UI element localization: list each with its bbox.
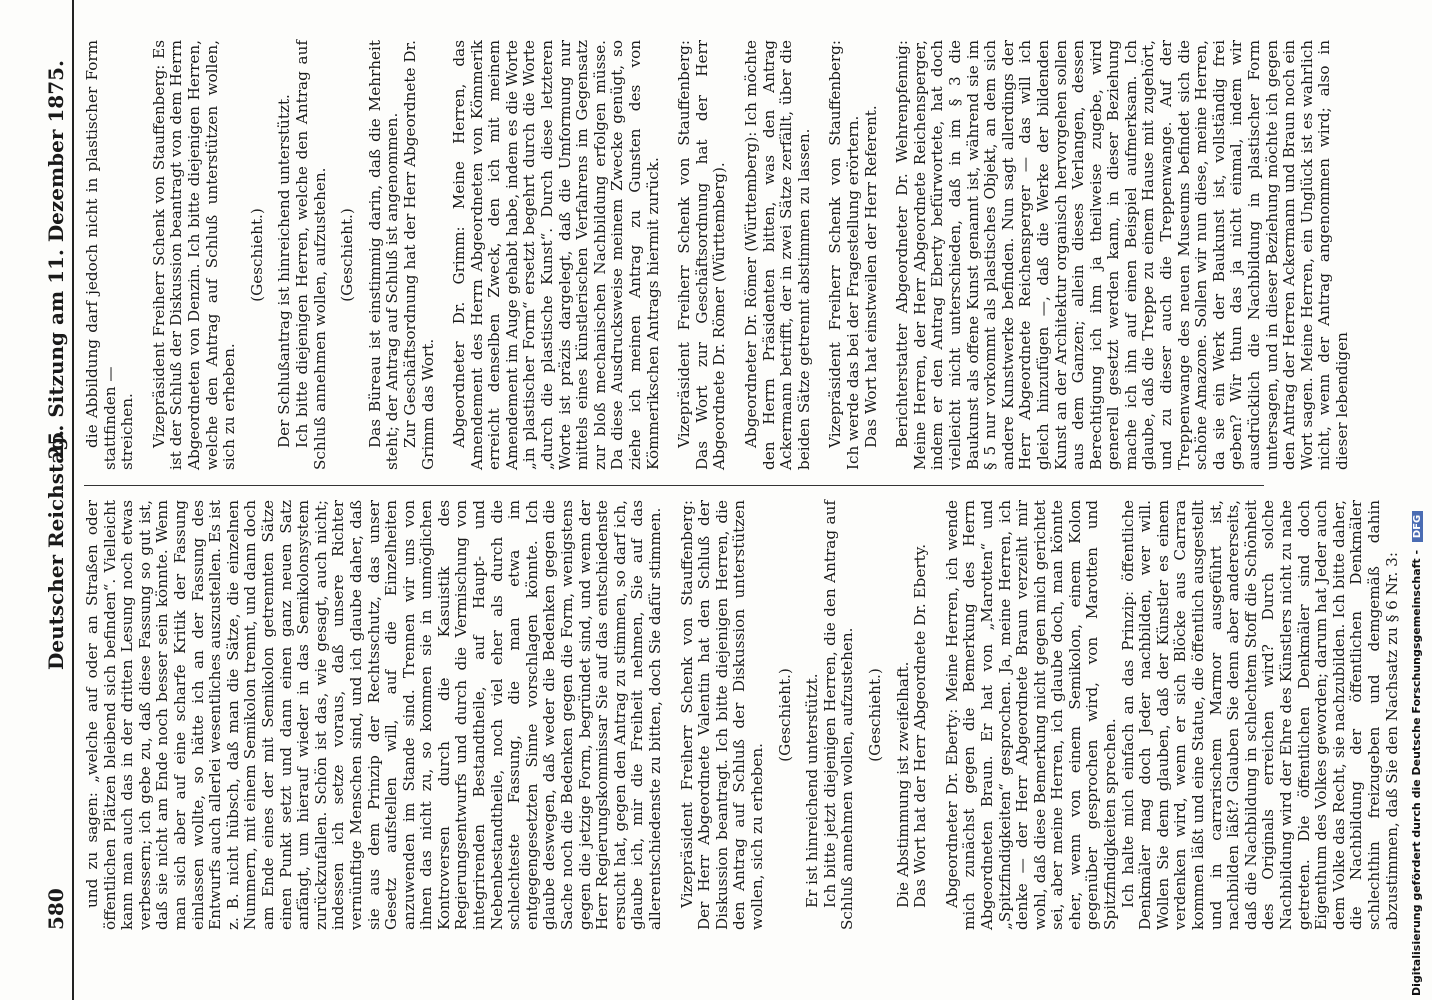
page-number: 580 [44, 888, 68, 930]
digitization-credit [1410, 511, 1423, 996]
left-column [83, 500, 1401, 930]
paragraph: Das Wort hat der Herr Abgeordnete Dr. Eberty. [911, 543, 930, 908]
paragraph: Vizepräsident Freiherr Schenk von Stauffenberg: Das Wort zur Geschäftsordnung hat der Herr Abgeordnete Dr. Römer (Württemberg). [675, 40, 729, 470]
paragraph: Das Büreau ist einstimmig darin, daß die Mehrheit steht; der Antrag auf Schluß ist angenommen. [365, 40, 402, 470]
paragraph: Ich bitte diejenigen Herren, welche den Antrag auf Schluß annehmen wollen, aufzustehen. [292, 40, 329, 470]
quoted-text: die Abbildung darf jedoch nicht in plastischer Form stattfinden — [83, 40, 119, 470]
publication-title: Deutscher Reichstag. [44, 429, 68, 670]
paragraph: Zur Geschäftsordnung hat der Herr Abgeordnete Dr. Grimm das Wort. [400, 40, 437, 470]
paragraph: Vizepräsident Freiherr Schenk von Stauffenberg: Es ist der Schluß der Diskussion beantragt von dem Herrn Abgeordneten von Denzin. Ich bitte diejenigen Herren, welche den Antrag auf Schluß unterstützen wollen, sich zu erheben. [149, 40, 239, 470]
paragraph: Der Schlußantrag ist hinreichend unterstützt. [275, 94, 294, 448]
stage-direction: (Geschieht.) [865, 668, 884, 762]
paragraph: Vizepräsident Freiherr Schenk von Stauffenberg: Ich werde das bei der Fragestellung erörtern. [826, 40, 862, 470]
paragraph: Vizepräsident Freiherr Schenk von Stauffenberg: Der Herr Abgeordnete Valentin hat den Schluß der Diskussion beantragt. Ich bitte diejenigen Herren, die den Antrag auf Schluß der Diskussion unterstützen wollen, sich zu erheben. [677, 500, 766, 930]
column-divider [84, 485, 1264, 486]
dfg-logo: DFG [1412, 511, 1423, 542]
paragraph: Berichterstatter Abgeordneter Dr. Wehrenpfennig: Meine Herren, der Herr Abgeordnete Reichensperger, indem er den Antrag Eberty befürwortete, hat doch vielleicht nicht unterschieden, daß in im § 3 die Baukunst als offene Kunst genannt ist, während sie im § 5 nur vorkommt als plastisches Objekt, an dem sich andere Kunstwerke befinden. Nun sagt allerdings der Herr Abgeordnete Reichensperger — das will ich gleich hinzufügen —, daß die Werke der bildenden Kunst an der Architektur organisch hervorgehen sollen aus dem Ganzen; allein dieses Verlangen, dessen Berechtigung ich ihm ja theilweise zugebe, wird generell gesetzt werden kann, in dieser Beziehung mache ich ihn auf einen Beispiel aufmerksam. Ich glaube, daß die Treppe zu einem Hause mit zugehört, und zu dieser auch die Treppenwange. Auf der Treppenwange des neuen Museums befindet sich die schöne Amazone. Sollen wir nun diese, meine Herren, da sie ein Werk der Baukunst ist, vollständig frei geben? Wir thun das ja nicht einmal, indem wir ausdrücklich die Nachbildung in plastischer Form untersagen, und in dieser Beziehung möchte ich gegen den Antrag der Herren Ackermann und Braun noch ein Wort sagen. Meine Herren, ein Unglück ist es wahrlich nicht, wenn der Antrag angenommen wird; also in dieser lebendigen [893, 40, 1351, 470]
stage-direction: (Geschieht.) [247, 208, 266, 302]
paragraph: Ich bitte jetzt diejenigen Herren, die den Antrag auf Schluß annehmen wollen, aufzustehen. [820, 500, 857, 930]
page-header [40, 0, 74, 1000]
paragraph: Die Abstimmung ist zweifelhaft. [893, 661, 912, 908]
paragraph: Abgeordneter Dr. Eberty: Meine Herren, ich wende mich zunächst gegen die Bemerkung des Herrn Abgeordneten Braun. Er hat von „Marotten“ und „Spitzfindigkeiten“ gesprochen. Ja, meine Herren, ich denke — der Herr Abgeordnete Braun verzeiht mir wohl, daß diese Bemerkung nicht gegen mich gerichtet sei, aber meine Herren, ich glaube doch, man könnte eher, wenn von einem Semikolon, einem Kolon gegenüber gesprochen wird, von Marotten und Spitzfindigkeiten sprechen. [942, 500, 1120, 930]
paragraph: Abgeordneter Dr. Römer (Württemberg): Ich möchte den Herrn Präsidenten bitten, was den Antrag Ackermann betrifft, der in zwei Sätze zerfällt, über die beiden Sätze getrennt abstimmen zu lassen. [742, 40, 813, 470]
right-column [83, 40, 1351, 470]
paragraph: und zu sagen: „welche auf oder an Straßen oder öffentlichen Plätzen bleibend sich befinden“. Vielleicht kann man auch das in der dritten Lesung noch etwas verbessern; ich gebe zu, daß diese Fassung so gut ist, daß sie nicht am Ende noch besser sein könnte. Wenn man sich aber auf eine scharfe Kritik der Fassung einlassen wollte, so hätte ich an der Fassung des Entwurfs auch allerlei wesentliches auszustellen. Es ist z. B. nicht hübsch, daß man die Sätze, die einzelnen Nummern, mit einem Semikolon trennt, und dann doch am Ende eines der mit Semikolon getrennten Sätze einen Punkt setzt und dann einen ganz neuen Satz anfängt, um hierauf wieder in das Semikolonsystem zurückzufallen. Schön ist das, wie gesagt, auch nicht; indessen ich setze voraus, daß unsere Richter vernünftige Menschen sind, und ich glaube daher, daß sie aus dem Prinzip der Rechtsschutz, das unser Gesetz aufstellen will, auf die Einzelheiten anzuwenden im Stande sind. Trennen wir uns von ihnen das nicht zu, so kommen sie in unmöglichen Kontroversen durch die Kasuistik des Regierungsentwurfs und durch die Vermischung von integrirenden Bestandtheile, auf Haupt- und Nebenbestandtheile, noch viel eher als durch die schlechteste Fassung, die man etwa im entgegengesetzten Sinne vorschlagen könnte. Ich glaube deswegen, daß weder die Bedenken gegen die Sache noch die Bedenken gegen die Form, wenigstens gegen die jetzige Form, begründet sind, und wenn der Herr Regierungskommissar Sie auf das entschiedenste ersucht hat, gegen den Antrag zu stimmen, so darf ich, glaube ich, mir die Freiheit nehmen, Sie auf das allerentschiedenste zu bitten, doch Sie dafür stimmen. [83, 500, 664, 930]
paragraph: Das Wort hat einstweilen der Herr Referent. [861, 105, 880, 448]
stage-direction: (Geschieht.) [338, 208, 357, 302]
credit-text: Digitalisierung gefördert durch die Deutsche Forschungsgemeinschaft - [1410, 549, 1423, 996]
paragraph: Er ist hinreichend unterstützt. [803, 673, 822, 908]
paragraph: streichen. [118, 393, 137, 470]
paragraph: Ich halte mich einfach an das Prinzip: öffentliche Denkmäler mag doch Jeder nachbilden, wer will. Wollen Sie denn glauben, daß der Künstler es einem verdenken wird, wenn er sich Blöcke aus Carrara kommen läßt und eine Statue, die öffentlich ausgestellt und in carrarischem Marmor ausgeführt ist, nachbilden läßt? Glauben Sie denn aber andererseits, daß die Nachbildung in schlechtem Stoff die Schönheit des Originals erreichen wird? Durch solche Nachbildung wird der Ehre des Künstlers nicht zu nahe getreten. Die öffentlichen Denkmäler sind doch Eigenthum des Volkes geworden; darum hat Jeder auch dem Volke das Recht, sie nachzubilden. Ich bitte daher, die Nachbildung der öffentlichen Denkmäler schlechthin freizugeben und demgemäß dahin abzustimmen, daß Sie den Nachsatz zu § 6 Nr. 3: [1118, 500, 1401, 930]
stage-direction: (Geschieht.) [775, 668, 794, 762]
paragraph: Abgeordneter Dr. Grimm: Meine Herren, das Amendement des Herrn Abgeordneten von Kömmerik erreicht denselben Zweck, den ich mit meinem Amendement im Auge gehabt habe, indem es die Worte „in plastischer Form“ ersetzt begehrt durch die Worte „durch die plastische Kunst“. Durch diese letzteren Worte ist präzis dargelegt, daß die Umformung nur mittels eines künstlerischen Verfahrens im Gegensatz zur bloß mechanischen Nachbildung erfolgen müsse. Da diese Ausdrucksweise meinem Zwecke genügt, so ziehe ich meinen Antrag zu Gunsten des von Kömmerikschen Antrags hiermit zurück. [450, 40, 662, 470]
session-date: 25. Sitzung am 11. Dezember 1875. [44, 60, 68, 460]
